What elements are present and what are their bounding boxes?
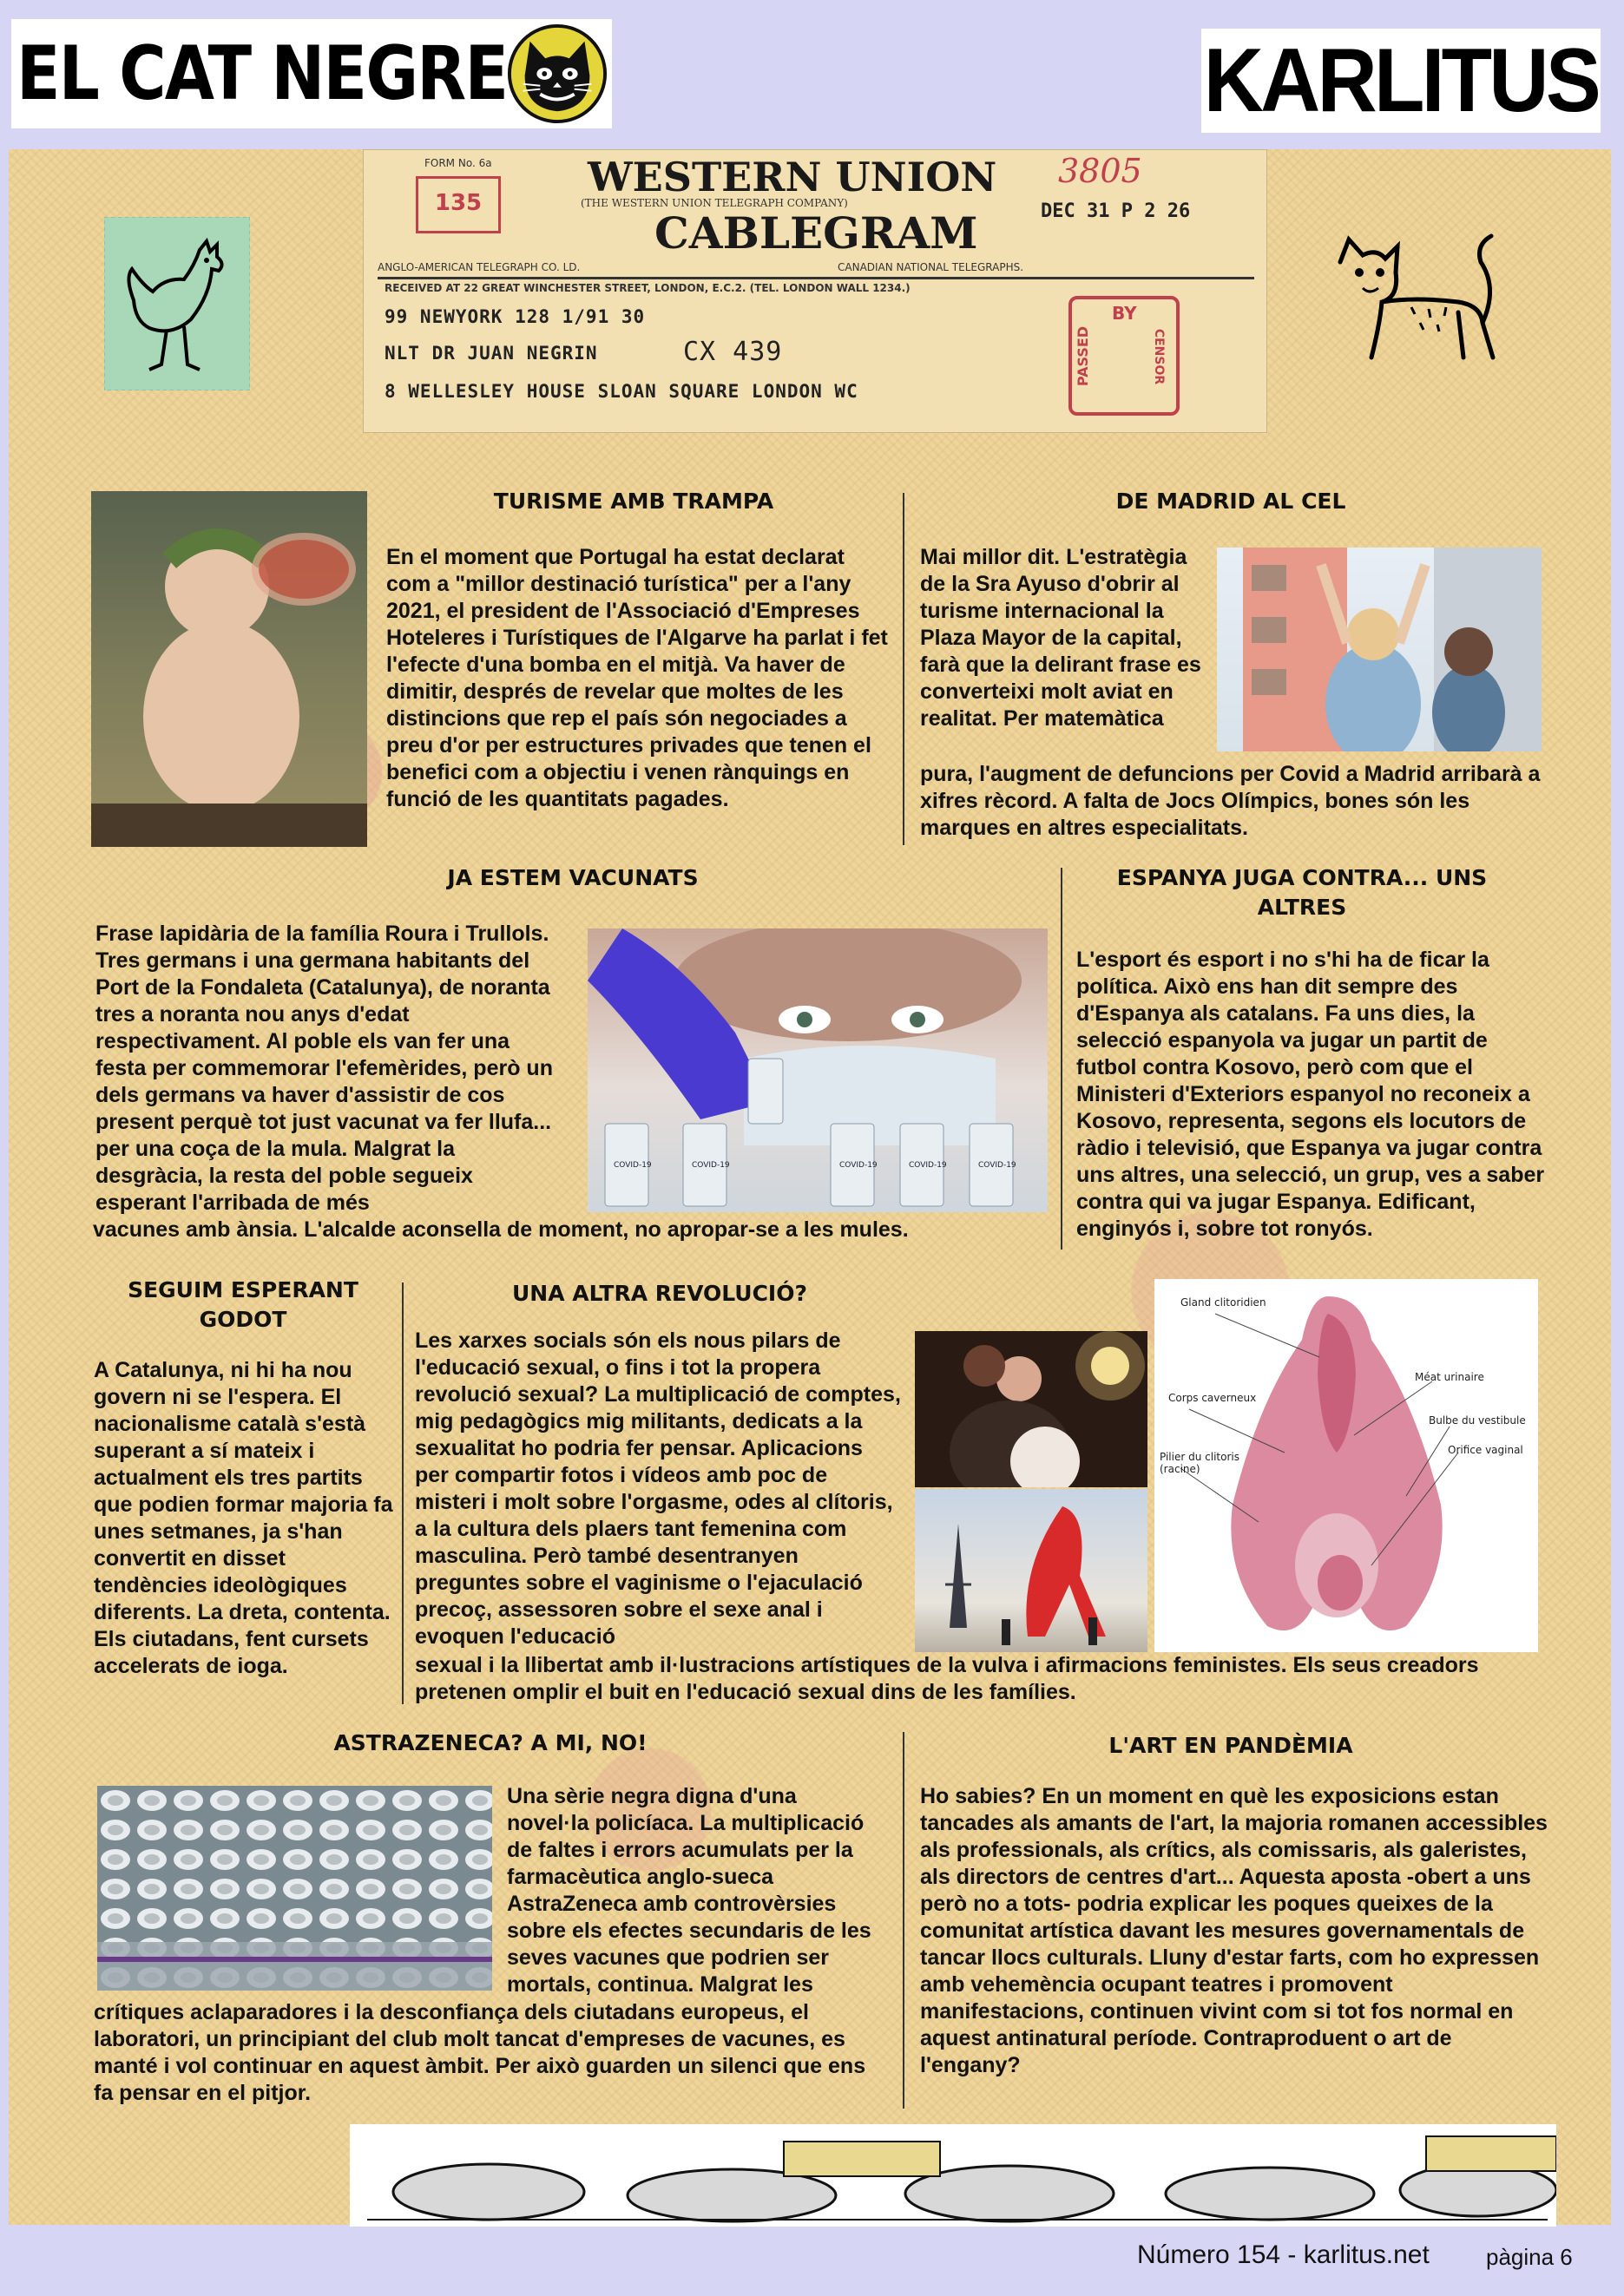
telegram-cablegram: CABLEGRAM xyxy=(654,207,978,259)
astrazeneca-title: ASTRAZENECA? A MI, NO! xyxy=(333,1730,648,1755)
footer-page-number: pàgina 6 xyxy=(1486,2244,1573,2270)
art-title: L'ART EN PANDÈMIA xyxy=(1108,1733,1353,1758)
madrid-text-top: Mai millor dit. L'estratègia de la Sra Ayuso d'obrir al turisme internacional la Plaza Mayor de la capital, farà que la delirant frase es converteixi molt aviat en realitat. Per matemàtica xyxy=(920,545,1201,731)
telegram-line-2: NLT DR JUAN NEGRIN xyxy=(385,343,598,364)
turisme-title: TURISME AMB TRAMPA xyxy=(493,489,774,514)
telegram-date: DEC 31 P 2 26 xyxy=(1041,200,1191,222)
telegram-line-3: 8 WELLESLEY HOUSE SLOAN SQUARE LONDON WC xyxy=(385,381,858,402)
telegram-form-number: FORM No. 6a xyxy=(424,157,492,169)
espanya-text: L'esport és esport i no s'hi ha de ficar la política. Això ens han dit sempre des d'Espanya als catalans. Fa uns dies, la selecció espanyola va jugar un partit de futbol contra Kosovo, però com que el Ministeri d'Exteriors espanyol no reconeix a Kosovo, representa, segons els locutors de ràdio i televisió, que Espanya va jugar contra uns altres, una selecció, un grup, ves a saber contra qui va jugar Espanya. Edificant, enginyós i, sobre tot ronyós. xyxy=(1076,948,1545,1241)
anatomy-diagram xyxy=(1154,1279,1538,1652)
astrazeneca-text-bottom: crítiques aclaparadores i la desconfiança dels ciutadans europeus, el laboratori, un principiant del club molt tancat d'empreses de vacunes, es manté i vol continuar en aquest àmbit. Per això guarden un silenci que ens fa pensar en el pitjor. xyxy=(94,2000,866,2105)
masthead-left xyxy=(11,19,612,128)
vacunats-title: JA ESTEM VACUNATS xyxy=(447,865,699,890)
diagram-label: Gland clitoridien xyxy=(1180,1296,1266,1309)
godot-title: SEGUIM ESPERANT GODOT xyxy=(128,1277,358,1332)
vial-label: COVID-19 xyxy=(614,1161,652,1170)
turisme-text: En el moment que Portugal ha estat declarat com a "millor destinació turística" per a l'any 2021, el president de l'Associació d'Empreses Hoteleres i Turístiques de l'Algarve ha parlat i fet l'efecte d'una bomba en el mitjà. Va haver de dimitir, després de revelar que moltes de les distincions que rep el país són negociades a preu d'or per estructures privades que tenen el benefici com a objectiu i venen rànquings en funció de les quantitats pagades. xyxy=(386,545,888,811)
espanya-title: ESPANYA JUGA CONTRA... UNS ALTRES xyxy=(1116,865,1488,920)
telegram-right-company: CANADIAN NATIONAL TELEGRAPHS. xyxy=(838,261,1024,273)
covid-vaccine-photo xyxy=(588,928,1048,1212)
vacunats-text-bottom: vacunes amb ànsia. L'alcalde aconsella de moment, no apropar-se a les mules. xyxy=(93,1217,909,1242)
vial-label: COVID-19 xyxy=(978,1161,1016,1170)
revolucio-title: UNA ALTRA REVOLUCIÓ? xyxy=(511,1281,807,1306)
diagram-label: Corps caverneux xyxy=(1168,1392,1257,1404)
footer-issue: Número 154 - karlitus.net xyxy=(1137,2240,1430,2269)
telegram-subheading: (THE WESTERN UNION TELEGRAPH COMPANY) xyxy=(581,197,848,209)
vacunats-text-top: Frase lapidària de la família Roura i Trullols. Tres germans i una germana habitants del Port de la Fondaleta (Catalunya), de noranta tres a noranta nou anys d'edat respectivament. Al poble els van fer una festa per commemorar l'efemèrides, però un dels germans va haver d'assistir de cos present perquè tot just vacunat va fer llufa... per una coça de la mula. Malgrat la desgràcia, la resta del poble segueix esperant l'arribada de més xyxy=(95,922,553,1215)
revolucio-text-bottom: sexual i la llibertat amb il·lustracions artístiques de la vulva i afirmacions feministes. Els seus creadors pretenen omplir el buit en l'educació sexual dins de les famílies. xyxy=(415,1653,1479,1704)
line-cat-icon xyxy=(1328,227,1510,384)
astrazeneca-vials-photo xyxy=(97,1786,492,1991)
column-rule xyxy=(903,493,904,845)
godot-text: A Catalunya, ni hi ha nou govern ni se l'espera. El nacionalisme català s'està superant a sí mateix i actualment els tres partits que podien formar majoria fa unes setmanes, ja s'han convertit en disset tendències ideològiques diferents. La dreta, contenta. Els ciutadans, fent cursets accelerats de ioga. xyxy=(94,1358,393,1678)
rooster-stamp-icon xyxy=(104,217,250,390)
couple-photo xyxy=(915,1331,1147,1487)
astrazeneca-text-top: Una sèrie negra digna d'una novel·la policíaca. La multiplicació de faltes i errors acumulats per la farmacèutica anglo-sueca AstraZeneca amb controvèrsies sobre els efectes secundaris de les seves vacunes que podrien ser mortals, continua. Malgrat les xyxy=(507,1784,871,1997)
column-rule xyxy=(903,1732,904,2109)
revolucio-text-top: Les xarxes socials són els nous pilars de l'educació sexual, o fins i tot la propera revolució sexual? La multiplicació de comptes, mig pedagògics mig militants, dedicats a la sexualitat ho podria fer pensar. Aplicacions per compartir fotos i vídeos amb poc de misteri i molt sobre l'orgasme, odes al clítoris, a la cultura dels plaers tant femenina com masculina. Però també desentranyen preguntes sobre el vaginisme o l'ejaculació precoç, assessoren sobre el sexe anal i evoquen l'educació xyxy=(415,1328,901,1649)
art-text: Ho sabies? En un moment en què les exposicions estan tancades als amants de l'art, la majoria romanen accessibles als professionals, als crítics, als comissaris, als galeristes, als directors de centres d'art... Aquesta aposta -obert a uns però no a tots- podria explicar les poques queixes de la comunitat artística davant les mesures governamentals de tancar llocs culturals. Lluny d'estar farts, com ho expressen amb vehemència ocupant teatres i promovent manifestacions, continuen vivint com si tot fos normal en aquest antinatural període. Contraproduent o art de l'engany? xyxy=(920,1784,1548,2077)
clitoris-sculpture-photo xyxy=(915,1489,1147,1652)
telegram-handwritten-number: 3805 xyxy=(1058,152,1142,190)
telegram-rule xyxy=(378,277,1254,279)
rats-illustration-strip xyxy=(350,2124,1556,2227)
diagram-label: Méat urinaire xyxy=(1415,1371,1484,1383)
telegram-received: RECEIVED AT 22 GREAT WINCHESTER STREET, LONDON, E.C.2. (TEL. LONDON WALL 1234.) xyxy=(385,282,911,294)
passed-by-censor-stamp: BY PASSED CENSOR xyxy=(1068,296,1180,416)
vial-label: COVID-19 xyxy=(909,1161,947,1170)
telegram-line-1: 99 NEWYORK 128 1/91 30 xyxy=(385,306,646,327)
tourists-madrid-photo xyxy=(1217,548,1542,751)
masthead-karlitus: KARLITUS xyxy=(1203,30,1599,131)
madrid-title: DE MADRID AL CEL xyxy=(1115,489,1346,514)
vial-label: COVID-19 xyxy=(692,1161,730,1170)
telegram-code: CX 439 xyxy=(683,337,783,367)
telegram-stamp-135: 135 xyxy=(416,176,501,233)
telegram-heading: WESTERN UNION xyxy=(588,154,997,200)
column-rule xyxy=(402,1282,404,1704)
diagram-label: Pilier du clitoris (racine) xyxy=(1160,1451,1239,1475)
masthead-title: EL CAT NEGRE xyxy=(16,30,508,117)
telegram-image xyxy=(363,149,1267,433)
column-rule xyxy=(1061,868,1062,1250)
black-cat-logo-icon xyxy=(506,23,608,125)
madrid-text-bottom: pura, l'augment de defuncions per Covid a Madrid arribarà a xifres rècord. A falta de Jocs Olímpics, bones són les marques en altres especialitats. xyxy=(920,762,1541,840)
bacchus-painting-image xyxy=(91,491,367,847)
diagram-label: Orifice vaginal xyxy=(1448,1444,1523,1456)
masthead-right xyxy=(1201,29,1601,133)
telegram-left-company: ANGLO-AMERICAN TELEGRAPH CO. LD. xyxy=(378,261,581,273)
diagram-label: Bulbe du vestibule xyxy=(1429,1414,1526,1427)
vial-label: COVID-19 xyxy=(839,1161,878,1170)
